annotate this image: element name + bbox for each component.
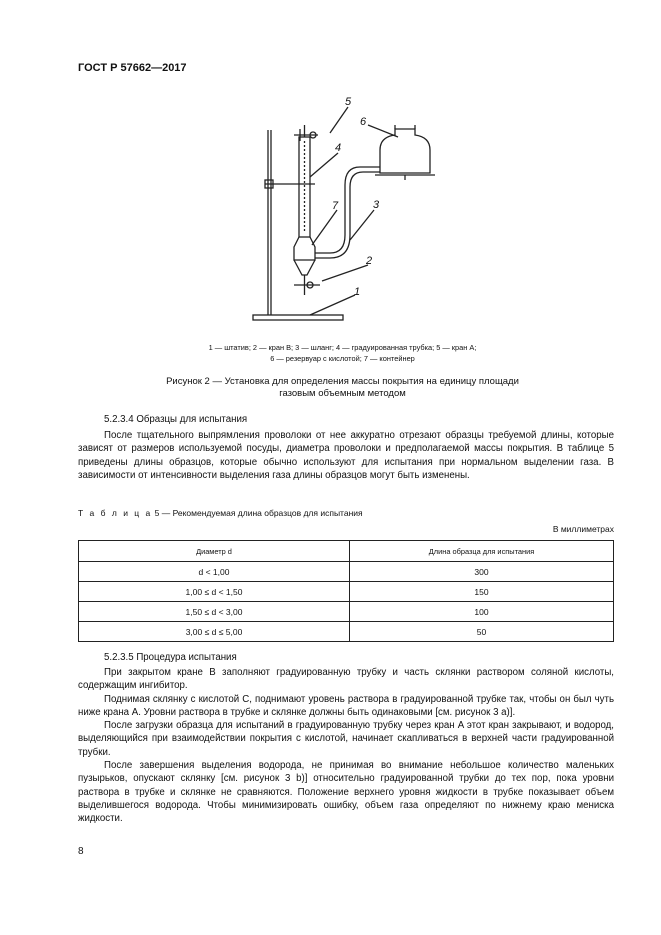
figure-label-4: 4 [335, 142, 342, 154]
figure-label-6: 6 [360, 116, 367, 128]
figure-label-3: 3 [373, 199, 380, 211]
table-title: Т а б л и ц а 5 — Рекомендуемая длина образцов для испытания [78, 508, 363, 518]
table-units: В миллиметрах [552, 524, 614, 534]
figure-label-7: 7 [332, 200, 339, 212]
figure-caption-line2: газовым объемным методом [279, 388, 406, 399]
figure-caption-line1: Рисунок 2 — Установка для определения массы покрытия на единицу площади [166, 376, 519, 387]
container [294, 237, 315, 260]
section-heading-5235: 5.2.3.5 Процедура испытания [104, 652, 237, 663]
acid-reservoir [380, 129, 430, 173]
table-row: 1,50 ≤ d < 3,00 100 [79, 602, 614, 622]
section-heading-5234: 5.2.3.4 Образцы для испытания [104, 414, 248, 425]
figure-legend-line1: 1 — штатив; 2 — кран B; 3 — шланг; 4 — градуированная трубка; 5 — кран A; [208, 343, 477, 352]
figure-label-1: 1 [354, 286, 361, 298]
table-header-diameter: Диаметр d [79, 541, 350, 562]
document-header: ГОСТ Р 57662—2017 [78, 62, 187, 74]
figure-legend-line2: 6 — резервуар с кислотой; 7 — контейнер [270, 354, 415, 363]
figure-label-5: 5 [345, 96, 352, 108]
table-row: 3,00 ≤ d ≤ 5,00 50 [79, 622, 614, 642]
section-5235-text: При закрытом кране B заполняют градуированную трубку и часть склянки раствором соляной кислоты, содержащим ингибитор. Поднимая склянку с кислотой C, поднимают уровень раствора в градуированной трубке так, чтобы он был чуть ниже крана A. Уровни раствора в трубке и склянке должны быть одинаковыми [см. рисунок 3 a)]. После загрузки образца для испытаний в градуированную трубку через кран A этот кран закрывают, и водород, выделяющийся при взаимодействии покрытия с кислотой, начинает скапливаться в верхней части градуированной трубки. После завершения выделения водорода, не принимая во внимание небольшое количество маленьких пузырьков, опускают склянку [см. рисунок 3 b)] относительно градуированной трубки до тех пор, пока уровни раствора в трубке и склянке не сравняются. Положение верхнего уровня жидкости в трубке показывает объем выделившегося водорода. Чтобы минимизировать ошибку, объем газа определяют по нижнему краю мениска жидкости. [78, 667, 614, 825]
table-row: 1,00 ≤ d < 1,50 150 [79, 582, 614, 602]
table-header-length: Длина образца для испытания [350, 541, 614, 562]
hose [315, 167, 380, 253]
page-number: 8 [78, 846, 84, 857]
stand-base [253, 315, 343, 320]
apparatus-figure [220, 95, 450, 325]
figure-label-2: 2 [366, 255, 373, 267]
table-row: d < 1,00 300 [79, 562, 614, 582]
section-5234-text: После тщательного выпрямления проволоки от нее аккуратно отрезают образцы требуемой длины, которые зависят от размеров используемой посуды, диаметра проволоки и предполагаемой массы покрытия. В таблице 5 приведены длины образцов, которые обычно используют для испытания при нормальном выделении газа. В зависимости от интенсивности выделения газа длины образцов могут быть изменены. [78, 430, 614, 481]
sample-length-table [78, 540, 614, 642]
